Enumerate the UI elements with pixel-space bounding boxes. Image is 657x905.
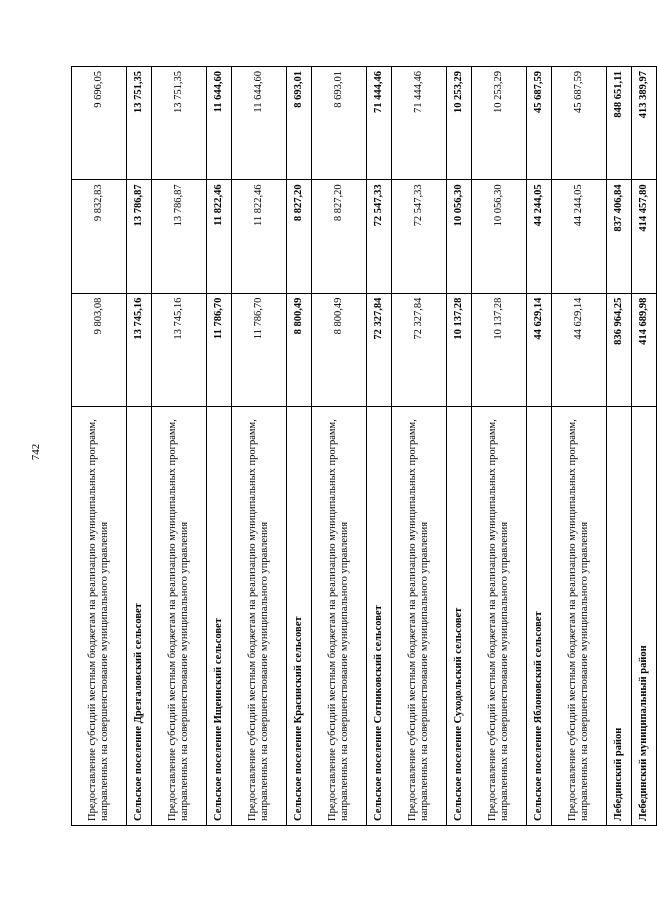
row-value-2: 414 457,80 xyxy=(632,180,657,293)
row-value-1: 8 800,49 xyxy=(287,293,312,406)
row-value-1: 11 786,70 xyxy=(207,293,232,406)
row-name: Сельское поселение Красинский сельсовет xyxy=(287,407,312,826)
row-name: Предоставление субсидий местным бюджетам на реализацию муниципальных программ, направленных на совершенствование муниципального управления xyxy=(552,407,607,826)
row-value-3: 848 651,11 xyxy=(607,67,632,180)
row-name: Предоставление субсидий местным бюджетам на реализацию муниципальных программ, направленных на совершенствование муниципального управления xyxy=(72,407,127,826)
row-name: Лебединский муниципальный район xyxy=(632,407,657,826)
table-row xyxy=(232,67,287,826)
row-value-3: 45 687,59 xyxy=(552,67,607,180)
row-value-1: 72 327,84 xyxy=(367,293,392,406)
row-value-2: 44 244,05 xyxy=(552,180,607,293)
row-value-2: 44 244,05 xyxy=(527,180,552,293)
row-value-3: 11 644,60 xyxy=(232,67,287,180)
table-row xyxy=(127,67,152,826)
row-value-3: 13 751,35 xyxy=(127,67,152,180)
table-row xyxy=(207,67,232,826)
row-value-1: 11 786,70 xyxy=(232,293,287,406)
row-value-3: 45 687,59 xyxy=(527,67,552,180)
table-row xyxy=(72,67,127,826)
row-name: Предоставление субсидий местным бюджетам на реализацию муниципальных программ, направленных на совершенствование муниципального управления xyxy=(472,407,527,826)
row-value-2: 13 786,87 xyxy=(152,180,207,293)
row-value-2: 72 547,33 xyxy=(367,180,392,293)
row-value-2: 837 406,84 xyxy=(607,180,632,293)
table-row xyxy=(632,67,657,826)
row-value-2: 8 827,20 xyxy=(287,180,312,293)
row-value-1: 9 803,08 xyxy=(72,293,127,406)
row-value-2: 11 822,46 xyxy=(232,180,287,293)
row-value-2: 9 832,83 xyxy=(72,180,127,293)
row-value-1: 10 137,28 xyxy=(447,293,472,406)
row-value-1: 8 800,49 xyxy=(312,293,367,406)
table-row xyxy=(552,67,607,826)
row-name: Сельское поселение Ищеинский сельсовет xyxy=(207,407,232,826)
row-value-3: 9 696,05 xyxy=(72,67,127,180)
row-value-2: 10 056,30 xyxy=(447,180,472,293)
page-number: 742 xyxy=(30,443,42,461)
table-row xyxy=(607,67,632,826)
row-name: Предоставление субсидий местным бюджетам на реализацию муниципальных программ, направленных на совершенствование муниципального управления xyxy=(152,407,207,826)
table-row xyxy=(152,67,207,826)
row-value-2: 10 056,30 xyxy=(472,180,527,293)
row-value-3: 13 751,35 xyxy=(152,67,207,180)
row-value-1: 10 137,28 xyxy=(472,293,527,406)
row-value-3: 8 693,01 xyxy=(287,67,312,180)
row-value-2: 72 547,33 xyxy=(392,180,447,293)
row-value-1: 13 745,16 xyxy=(127,293,152,406)
row-value-1: 836 964,25 xyxy=(607,293,632,406)
row-name: Предоставление субсидий местным бюджетам на реализацию муниципальных программ, направленных на совершенствование муниципального управления xyxy=(392,407,447,826)
row-name: Предоставление субсидий местным бюджетам на реализацию муниципальных программ, направленных на совершенствование муниципального управления xyxy=(312,407,367,826)
row-value-1: 72 327,84 xyxy=(392,293,447,406)
table-row xyxy=(447,67,472,826)
rotated-table-container xyxy=(71,66,650,826)
row-value-2: 8 827,20 xyxy=(312,180,367,293)
row-name: Сельское поселение Дрезгаловский сельсовет xyxy=(127,407,152,826)
row-value-1: 44 629,14 xyxy=(527,293,552,406)
table-row xyxy=(527,67,552,826)
table-row xyxy=(367,67,392,826)
row-value-3: 71 444,46 xyxy=(392,67,447,180)
row-name: Сельское поселение Сотниковский сельсовет xyxy=(367,407,392,826)
row-value-3: 71 444,46 xyxy=(367,67,392,180)
row-name: Сельское поселение Яблоновский сельсовет xyxy=(527,407,552,826)
row-value-3: 10 253,29 xyxy=(447,67,472,180)
row-value-3: 11 644,60 xyxy=(207,67,232,180)
row-value-3: 413 389,97 xyxy=(632,67,657,180)
table-row xyxy=(312,67,367,826)
row-name: Предоставление субсидий местным бюджетам на реализацию муниципальных программ, направленных на совершенствование муниципального управления xyxy=(232,407,287,826)
row-name: Сельское поселение Суходольский сельсовет xyxy=(447,407,472,826)
budget-table xyxy=(71,66,657,826)
row-value-1: 13 745,16 xyxy=(152,293,207,406)
table-row xyxy=(392,67,447,826)
row-value-3: 8 693,01 xyxy=(312,67,367,180)
budget-table-body xyxy=(72,67,657,826)
table-row xyxy=(472,67,527,826)
row-name: Лебединский район xyxy=(607,407,632,826)
row-value-1: 44 629,14 xyxy=(552,293,607,406)
row-value-3: 10 253,29 xyxy=(472,67,527,180)
table-row xyxy=(287,67,312,826)
row-value-1: 414 689,98 xyxy=(632,293,657,406)
row-value-2: 13 786,87 xyxy=(127,180,152,293)
row-value-2: 11 822,46 xyxy=(207,180,232,293)
